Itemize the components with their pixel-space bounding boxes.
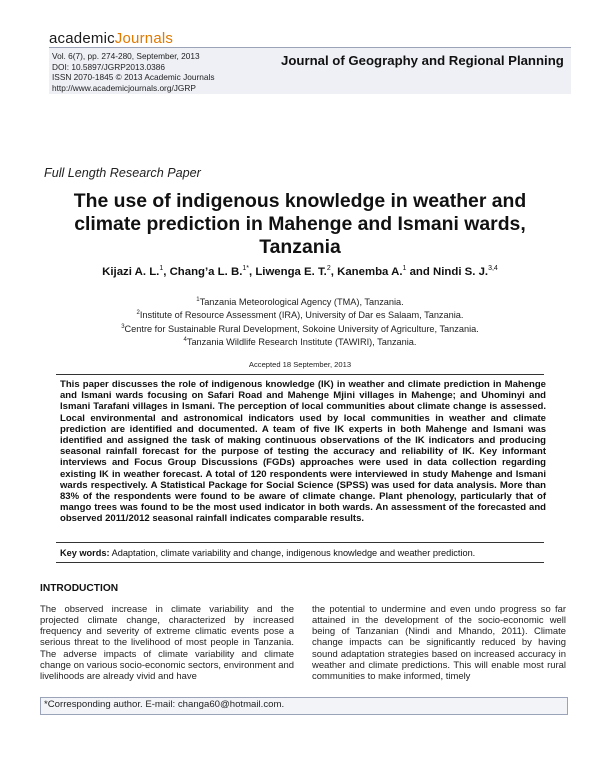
keywords-label: Key words: bbox=[60, 548, 110, 558]
keywords-text: Adaptation, climate variability and change, indigenous knowledge and weather prediction. bbox=[111, 548, 476, 558]
affiliation-line bbox=[40, 295, 560, 308]
keywords-rule bbox=[56, 562, 544, 563]
abstract-text: This paper discusses the role of indigenous knowledge (IK) in weather and climate prediction in Mahenge and Ismani wards focusing on Safari Road and Mahenge Mjini villages in Mahenge; and Uhominyi and Ismani Tarafani villages in Ismani. The perception of local communities about climate change is assessed. Local environmental and astronomical indicators used by local communities in weather and climate prediction are identified and documented. A team of five IK experts in both Mahenge and Ismani was identified and assigned the task of making continuous observations of the IK indicators and producing seasonal rainfall forecast for the purpose of testing the accuracy and reliability of IK. Key informant interviews and Focus Group Discussions (FGDs) approaches were used in data collection regarding existing IK in weather forecast. A total of 120 respondents were interviewed in study Mahenge and Ismani wards respectively. A Statistical Package for Social Science (SPSS) was used for data analysis. More than 83% of the respondents were found to be aware of climate change. Plant phenology, particularly that of mango trees was found to be the most used indicator in both wards. An assessment of the forecasted and observed 2011/2012 seasonal rainfall indicates comparable results. bbox=[60, 379, 546, 525]
logo-part-journals: Journals bbox=[114, 30, 174, 47]
author-name: Chang’a L. B. bbox=[169, 265, 243, 278]
affiliation-text: Centre for Sustainable Rural Development, Sokoine University of Agriculture, Tanzania. bbox=[124, 324, 479, 334]
author-list bbox=[40, 265, 560, 278]
body-column-right: the potential to undermine and even undo progress so far attained in the development of the socio-economic well being of Tanzanian (Nindi and Mhando, 2011). Climate change impacts can be significantly reduced by having sound adaptation strategies based on increased accuracy in weather and climate predictions. This will enable most rural communities to make informed, timely bbox=[312, 604, 566, 682]
author-affil-sup: 2 bbox=[326, 265, 331, 272]
author-separator: , bbox=[330, 265, 338, 278]
affiliation-sup: 1 bbox=[196, 297, 200, 303]
author-affil-sup: 1* bbox=[242, 265, 249, 272]
affiliation-sup: 4 bbox=[183, 337, 187, 344]
publisher-logo bbox=[49, 30, 173, 47]
logo-part-academic: academic bbox=[49, 30, 115, 47]
author-affil-sup: 1 bbox=[402, 265, 407, 272]
affiliation-line bbox=[40, 335, 560, 348]
author-affil-sup: 3,4 bbox=[488, 265, 498, 272]
author-separator: and bbox=[406, 265, 434, 278]
affiliation-line bbox=[40, 322, 560, 335]
meta-doi[interactable]: DOI: 10.5897/JGRP2013.0386 bbox=[52, 61, 166, 72]
paper-title: The use of indigenous knowledge in weather and climate prediction in Mahenge and Ismani wards, Tanzania bbox=[73, 190, 527, 258]
abstract-bottom-rule bbox=[56, 542, 544, 543]
affiliation-text: Institute of Resource Assessment (IRA), University of Dar es Salaam, Tanzania. bbox=[139, 310, 464, 321]
section-heading-introduction: INTRODUCTION bbox=[40, 583, 119, 594]
affiliation-text: Tanzania Meteorological Agency (TMA), Tanzania. bbox=[199, 297, 404, 308]
author-name: Nindi S. J. bbox=[433, 265, 489, 278]
journal-name: Journal of Geography and Regional Planning bbox=[281, 53, 564, 68]
corresponding-author-footnote: *Corresponding author. E-mail: changa60@hotmail.com. bbox=[44, 699, 285, 710]
publication-meta bbox=[52, 51, 214, 93]
abstract-top-rule bbox=[56, 374, 544, 375]
meta-url[interactable]: http://www.academicjournals.org/JGRP bbox=[52, 82, 196, 93]
accepted-date: Accepted 18 September, 2013 bbox=[248, 360, 352, 369]
keywords bbox=[60, 548, 546, 558]
author-name: Kijazi A. L. bbox=[102, 265, 160, 278]
author-separator: , bbox=[248, 265, 256, 278]
meta-issn: ISSN 2070-1845 © 2013 Academic Journals bbox=[52, 72, 215, 83]
author-name: Liwenga E. T. bbox=[255, 265, 327, 278]
affiliation-sup: 2 bbox=[136, 310, 140, 317]
affiliation-text: Tanzania Wildlife Research Institute (TAWIRI), Tanzania. bbox=[186, 337, 417, 348]
author-separator: , bbox=[163, 265, 170, 278]
author-name: Kanemba A. bbox=[337, 265, 403, 278]
affiliation-list bbox=[40, 295, 560, 349]
body-column-left: The observed increase in climate variability and the projected climate change, characterized by increased frequency and severity of extreme climatic events pose a serious threat to the livelihood of most people in Tanzania. The adverse impacts of climate variability and climate change on various socio-economic sectors, environment and livelihoods are already vivid and have bbox=[40, 604, 294, 682]
affiliation-sup: 3 bbox=[121, 323, 125, 330]
affiliation-line bbox=[40, 308, 560, 321]
author-affil-sup: 1 bbox=[159, 265, 164, 272]
meta-volume: Vol. 6(7), pp. 274-280, September, 2013 bbox=[52, 51, 200, 61]
article-type: Full Length Research Paper bbox=[44, 166, 201, 180]
